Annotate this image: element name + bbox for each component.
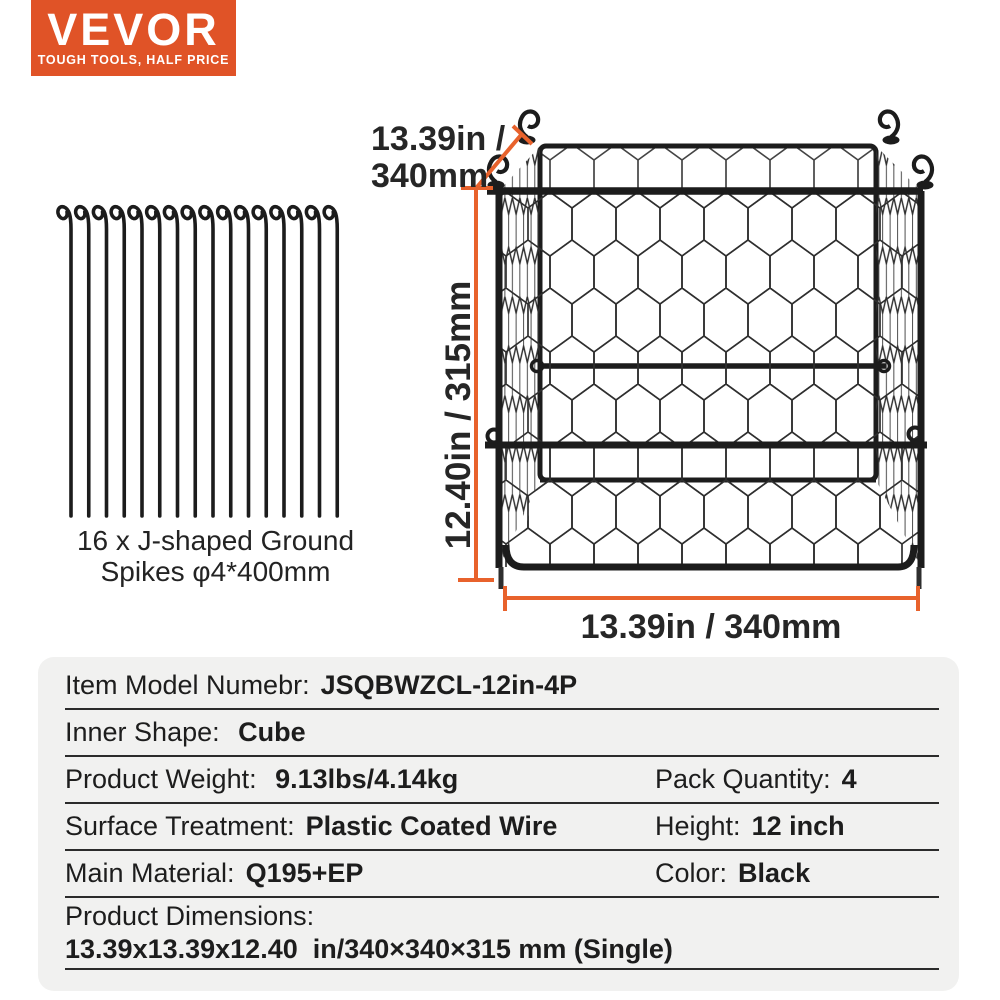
spec-cell [65, 811, 655, 842]
spec-label: Pack Quantity: [655, 764, 831, 794]
spec-cell [65, 717, 939, 748]
spec-label: Product Dimensions: [65, 901, 315, 931]
ground-spike [253, 207, 266, 516]
spec-label: Inner Shape: [65, 717, 228, 747]
ground-spike [182, 207, 195, 516]
ground-spike [129, 207, 142, 516]
ground-spike [111, 207, 124, 516]
spec-row-weight-qty [65, 757, 939, 804]
spec-value: Q195+EP [245, 858, 364, 888]
corner-hook-icon [880, 111, 898, 137]
spikes-caption-line2: Spikes φ4*400mm [100, 556, 331, 587]
ground-spikes-illustration [58, 207, 337, 516]
spec-cell [655, 764, 939, 795]
ground-spike [271, 207, 284, 516]
spec-label: Item Model Numebr: [65, 670, 310, 700]
spec-value: Plastic Coated Wire [305, 811, 558, 841]
spec-label: Color: [655, 858, 728, 888]
brand-tagline: TOUGH TOOLS, HALF PRICE [37, 53, 230, 67]
ground-spike [58, 207, 71, 516]
spec-value: 4 [841, 764, 857, 794]
ground-spike [306, 207, 319, 516]
spec-label: Main Material: [65, 858, 235, 888]
dimension-label-width: 13.39in / 340mm [580, 608, 842, 646]
spikes-caption [58, 525, 373, 587]
spec-row-dimensions [65, 898, 939, 970]
ground-spike [289, 207, 302, 516]
spec-label: Product Weight: [65, 764, 265, 794]
spec-value: Black [738, 858, 811, 888]
spec-value: Cube [238, 717, 306, 747]
spec-cell [65, 670, 939, 701]
wire-cage-illustration [485, 111, 934, 589]
spec-label: Height: [655, 811, 741, 841]
spec-row-material-color [65, 851, 939, 898]
brand-name: VEVOR [47, 4, 220, 55]
spec-table [38, 657, 959, 991]
ground-spike [235, 207, 248, 516]
ground-spike [200, 207, 213, 516]
spec-row-shape [65, 710, 939, 757]
bar-end-ring [488, 430, 501, 443]
spec-row-model [65, 663, 939, 710]
spikes-caption-line1: 16 x J-shaped Ground [76, 525, 355, 556]
spec-value: 13.39x13.39x12.40 in/340×340×315 mm (Single) [65, 934, 673, 964]
spec-cell [65, 858, 655, 889]
spec-cell [65, 900, 939, 966]
ground-spike [218, 207, 231, 516]
spec-value: 9.13lbs/4.14kg [275, 764, 459, 794]
ground-spike [76, 207, 89, 516]
dimension-depth-line2: 340mm [371, 157, 489, 195]
spec-cell [65, 764, 655, 795]
spec-value: JSQBWZCL-12in-4P [320, 670, 578, 700]
spec-value: 12 inch [751, 811, 845, 841]
spec-cell [655, 811, 939, 842]
spec-label: Surface Treatment: [65, 811, 295, 841]
ground-spike [147, 207, 160, 516]
ground-spike [324, 207, 337, 516]
spec-cell [655, 858, 939, 889]
spec-row-surface-height [65, 804, 939, 851]
dimension-label-height: 12.40in / 315mm [439, 280, 478, 550]
dimension-label-depth [371, 121, 505, 195]
cage-front-mesh [499, 191, 921, 567]
ground-spike [164, 207, 177, 516]
corner-hook-icon [914, 156, 932, 182]
ground-spike [93, 207, 106, 516]
dimension-depth-line1: 13.39in / [371, 120, 506, 158]
